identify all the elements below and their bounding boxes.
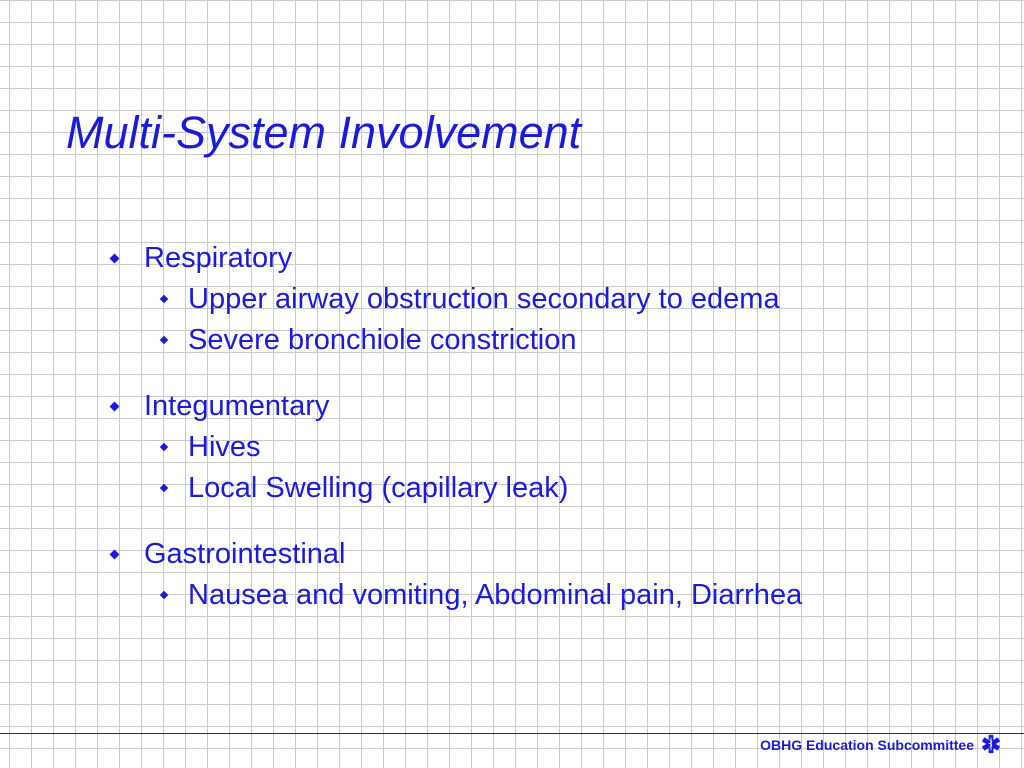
bullet-label: Respiratory [144,242,293,274]
sub-bullet-label: Hives [188,431,261,463]
bullet-label: Gastrointestinal [144,538,346,570]
diamond-bullet-icon [160,591,168,599]
diamond-bullet-icon [160,443,168,451]
bullet-group-integumentary [108,386,988,509]
bullet-item [108,238,988,279]
slide-title: Multi-System Involvement [66,107,582,158]
footer-text: OBHG Education Subcommittee [760,737,974,753]
diamond-bullet-icon [110,550,120,560]
footer-divider [0,733,1024,734]
diamond-bullet-icon [110,402,120,412]
sub-bullet-item [108,575,988,616]
diamond-bullet-icon [110,254,120,264]
diamond-bullet-icon [160,295,168,303]
sub-bullet-item [108,427,988,468]
sub-bullet-item [108,320,988,361]
bullet-group-respiratory [108,238,988,361]
bullet-group-gastrointestinal [108,534,988,616]
star-of-life-icon [980,733,1002,755]
sub-bullet-label: Nausea and vomiting, Abdominal pain, Diarrhea [188,579,803,611]
sub-bullet-label: Severe bronchiole constriction [188,324,577,356]
sub-bullet-label: Upper airway obstruction secondary to edema [188,283,780,315]
sub-bullet-item [108,468,988,509]
bullet-item [108,534,988,575]
diamond-bullet-icon [160,336,168,344]
bullet-item [108,386,988,427]
sub-bullet-item [108,279,988,320]
sub-bullet-label: Local Swelling (capillary leak) [188,472,569,504]
bullet-list [108,238,988,641]
bullet-label: Integumentary [144,390,330,422]
diamond-bullet-icon [160,484,168,492]
